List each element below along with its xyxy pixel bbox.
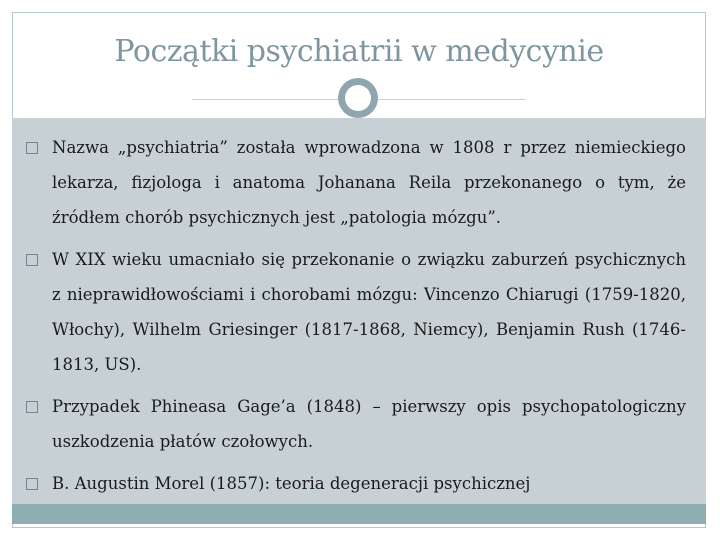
square-bullet-icon — [26, 142, 38, 154]
bullet-item — [26, 389, 686, 459]
bullet-list — [26, 130, 686, 508]
square-bullet-icon — [26, 401, 38, 413]
circle-ornament-icon — [338, 78, 378, 118]
bullet-text: Przypadek Phineasa Gage’a (1848) – pierwszy opis psychopatologiczny uszkodzenia płatów czołowych. — [52, 397, 686, 451]
bullet-text: Nazwa „psychiatria” została wprowadzona w 1808 r przez niemieckiego lekarza, fizjologa i anatoma Johanana Reila przekonanego o tym, że źródłem chorób psychicznych jest „patologia mózgu”. — [52, 138, 686, 227]
square-bullet-icon — [26, 254, 38, 266]
bullet-item — [26, 130, 686, 235]
square-bullet-icon — [26, 478, 38, 490]
slide-title: Początki psychiatrii w medycynie — [114, 34, 604, 69]
bullet-item — [26, 466, 686, 501]
bullet-item — [26, 242, 686, 382]
bullet-text: B. Augustin Morel (1857): teoria degeneracji psychicznej — [52, 474, 531, 493]
bullet-text: W XIX wieku umacniało się przekonanie o związku zaburzeń psychicznych z nieprawidłowościami i chorobami mózgu: Vincenzo Chiarugi (1759-1820, Włochy), Wilhelm Griesinger (1817-1868, Niemcy), Benjamin Rush (1746-1813, US). — [52, 250, 686, 374]
